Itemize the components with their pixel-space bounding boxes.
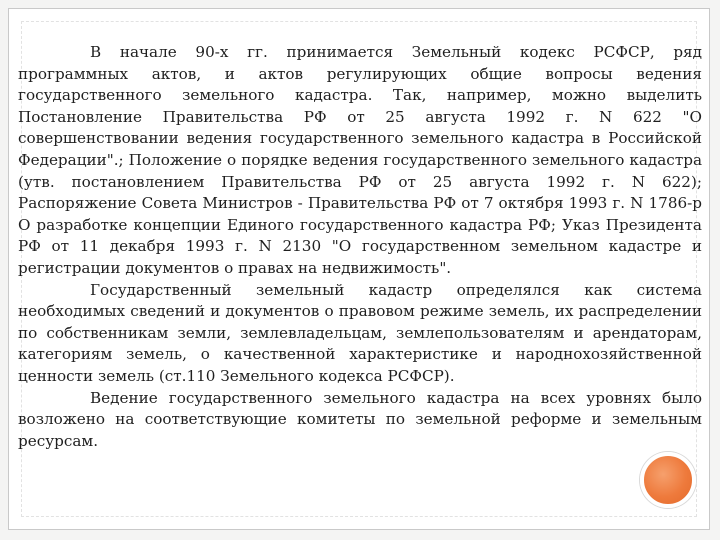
paragraph-cadastre-responsibility: Ведение государственного земельного кадастра на всех уровнях было возложено на соответствующие комитеты по земельной реформе и земельным ресурсам.: [18, 388, 702, 450]
orange-circle-icon: [640, 452, 696, 508]
slide-text-body: [18, 42, 702, 452]
paragraph-cadastre-definition: Государственный земельный кадастр определялся как система необходимых сведений и документов о правовом режиме земель, их распределении по собственникам земли, землевладельцам, землепользователям и арендаторам, категориям земель, о качественной характеристике и народнохозяйственной ценности земель (ст.110 Земельного кодекса РСФСР).: [18, 280, 702, 385]
paragraph-land-code-history: В начале 90-х гг. принимается Земельный кодекс РСФСР, ряд программных актов, и актов регулирующих общие вопросы ведения государственного земельного кадастра. Так, например, можно выделить Постановление Правительства РФ от 25 августа 1992 г. N 622 "О совершенствовании ведения государственного земельного кадастра в Российской Федерации".; Положение о порядке ведения государственного земельного кадастра (утв. постановлением Правительства РФ от 25 августа 1992 г. N 622); Распоряжение Совета Министров - Правительства РФ от 7 октября 1993 г. N 1786-р О разработке концепции Единого государственного кадастра РФ; Указ Президента РФ от 11 декабря 1993 г. N 2130 "О государственном земельном кадастре и регистрации документов о правах на недвижимость".: [18, 43, 702, 277]
